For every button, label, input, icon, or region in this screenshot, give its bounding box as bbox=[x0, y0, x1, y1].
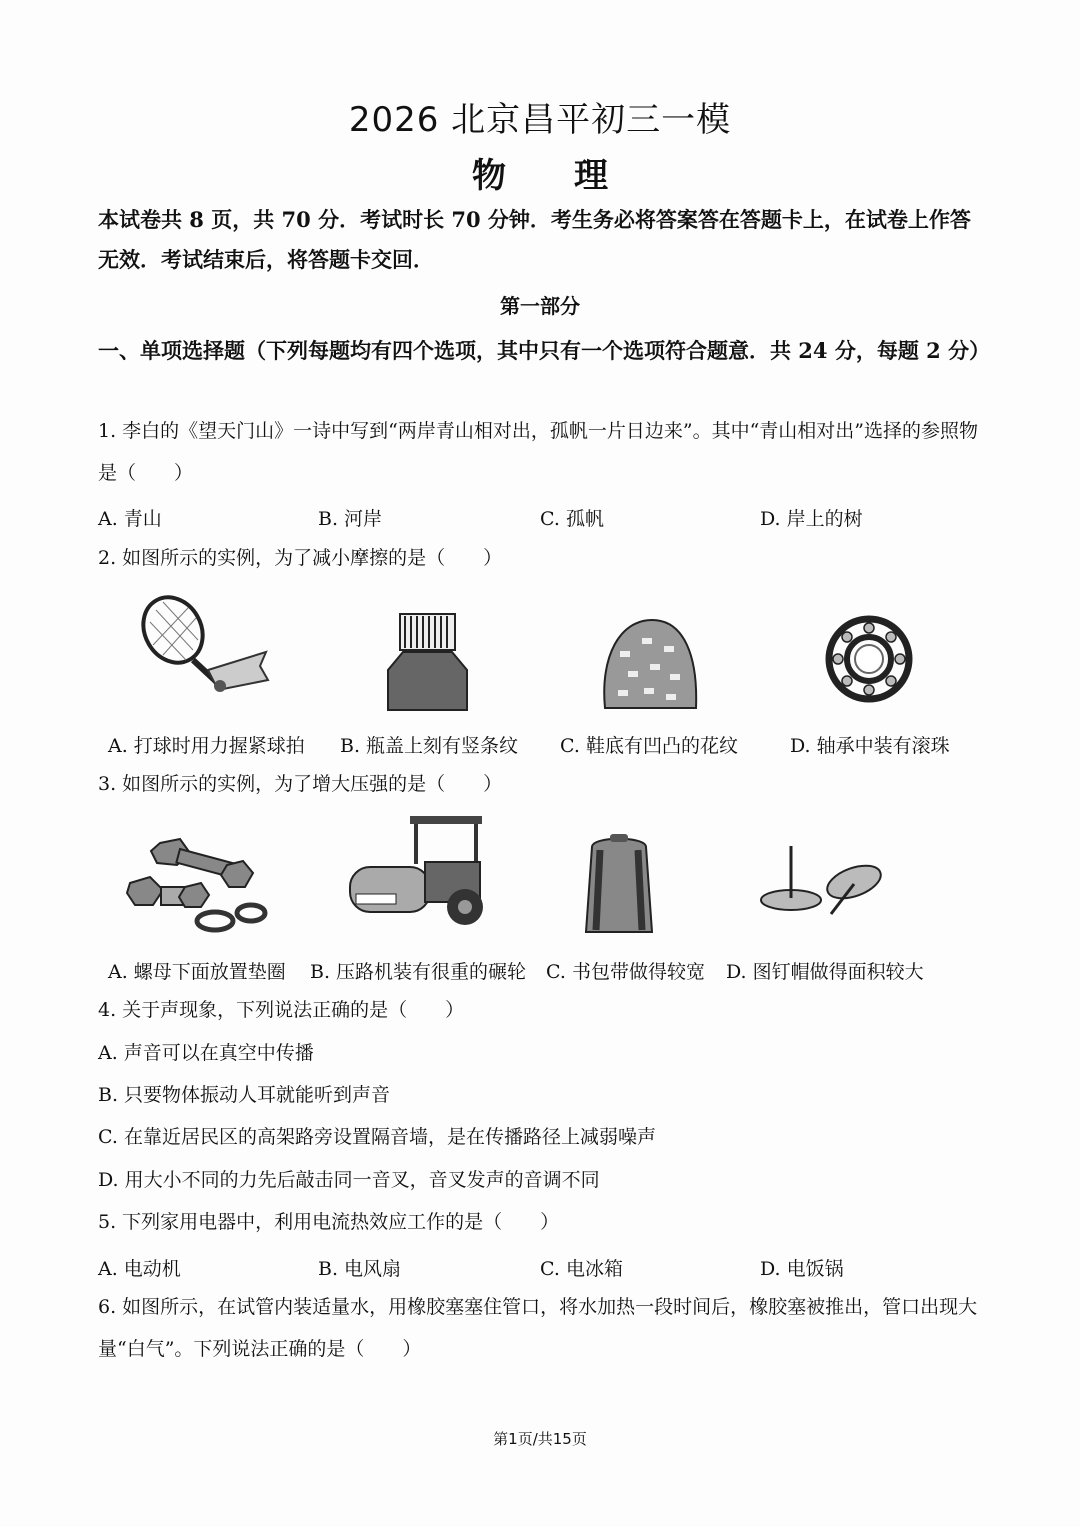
subject-title bbox=[0, 148, 1080, 197]
question-6-stem: 6. 如图所示，在试管内装适量水，用橡胶塞塞住管口，将水加热一段时间后，橡胶塞被推出，管口出现大量“白气”。下列说法正确的是（ ） bbox=[98, 1296, 978, 1360]
q3-option-d: D. 图钉帽做得面积较大 bbox=[726, 961, 924, 983]
thumbtack-image bbox=[756, 842, 891, 922]
section-title: 一、单项选择题（下列每题均有四个选项，其中只有一个选项符合题意．共 24 分，每题 2 分） bbox=[98, 338, 991, 363]
question-3-stem: 3. 如图所示的实例，为了增大压强的是（ ） bbox=[98, 773, 503, 795]
subject-char-2: 理 bbox=[574, 156, 608, 196]
exam-notice: 本试卷共 8 页，共 70 分．考试时长 70 分钟．考生务必将答案答在答题卡上，在试卷上作答无效．考试结束后，将答题卡交回． bbox=[98, 207, 971, 272]
question-5-stem: 5. 下列家用电器中，利用电流热效应工作的是（ ） bbox=[98, 1211, 560, 1233]
q4-option-d: D. 用大小不同的力先后敲击同一音叉，音叉发声的音调不同 bbox=[98, 1169, 600, 1191]
q2-option-b: B. 瓶盖上刻有竖条纹 bbox=[340, 735, 519, 757]
q4-option-c: C. 在靠近居民区的高架路旁设置隔音墙，是在传播路径上减弱噪声 bbox=[98, 1126, 656, 1148]
q5-option-b: B. 电风扇 bbox=[318, 1258, 402, 1280]
q5-option-a: A. 电动机 bbox=[98, 1258, 181, 1280]
page-footer: 第1页/共15页 bbox=[493, 1430, 587, 1448]
q5-option-c: C. 电冰箱 bbox=[540, 1258, 623, 1280]
q3-option-a: A. 螺母下面放置垫圈 bbox=[108, 961, 286, 983]
tennis-racket-image bbox=[138, 590, 273, 710]
q1-option-d: D. 岸上的树 bbox=[760, 508, 863, 530]
q2-option-a: A. 打球时用力握紧球拍 bbox=[108, 735, 305, 757]
question-4-stem: 4. 关于声现象，下列说法正确的是（ ） bbox=[98, 999, 465, 1021]
bolt-nut-washer-image bbox=[125, 835, 275, 935]
q5-option-d: D. 电饭锅 bbox=[760, 1258, 844, 1280]
q2-option-d: D. 轴承中装有滚珠 bbox=[790, 735, 950, 757]
q2-option-c: C. 鞋底有凹凸的花纹 bbox=[560, 735, 738, 757]
question-1-stem: 1. 李白的《望天门山》一诗中写到“两岸青山相对出，孤帆一片日边来”。其中“青山相对出”选择的参照物是（ ） bbox=[98, 420, 979, 484]
q3-option-c: C. 书包带做得较宽 bbox=[546, 961, 705, 983]
bottle-cap-image bbox=[385, 612, 470, 712]
ball-bearing-image bbox=[822, 612, 917, 707]
backpack-image bbox=[578, 832, 660, 942]
question-2-stem: 2. 如图所示的实例，为了减小摩擦的是（ ） bbox=[98, 547, 503, 569]
q1-option-a: A. 青山 bbox=[98, 508, 162, 530]
q1-option-c: C. 孤帆 bbox=[540, 508, 604, 530]
q1-option-b: B. 河岸 bbox=[318, 508, 383, 530]
part-title: 第一部分 bbox=[500, 294, 580, 318]
q3-option-b: B. 压路机装有很重的碾轮 bbox=[310, 961, 527, 983]
road-roller-image bbox=[340, 812, 490, 932]
q4-option-a: A. 声音可以在真空中传播 bbox=[98, 1042, 314, 1064]
q4-option-b: B. 只要物体振动人耳就能听到声音 bbox=[98, 1084, 391, 1106]
subject-char-1: 物 bbox=[472, 156, 506, 196]
exam-title: 2026 北京昌平初三一模 bbox=[348, 100, 732, 140]
shoe-sole-image bbox=[600, 616, 700, 712]
